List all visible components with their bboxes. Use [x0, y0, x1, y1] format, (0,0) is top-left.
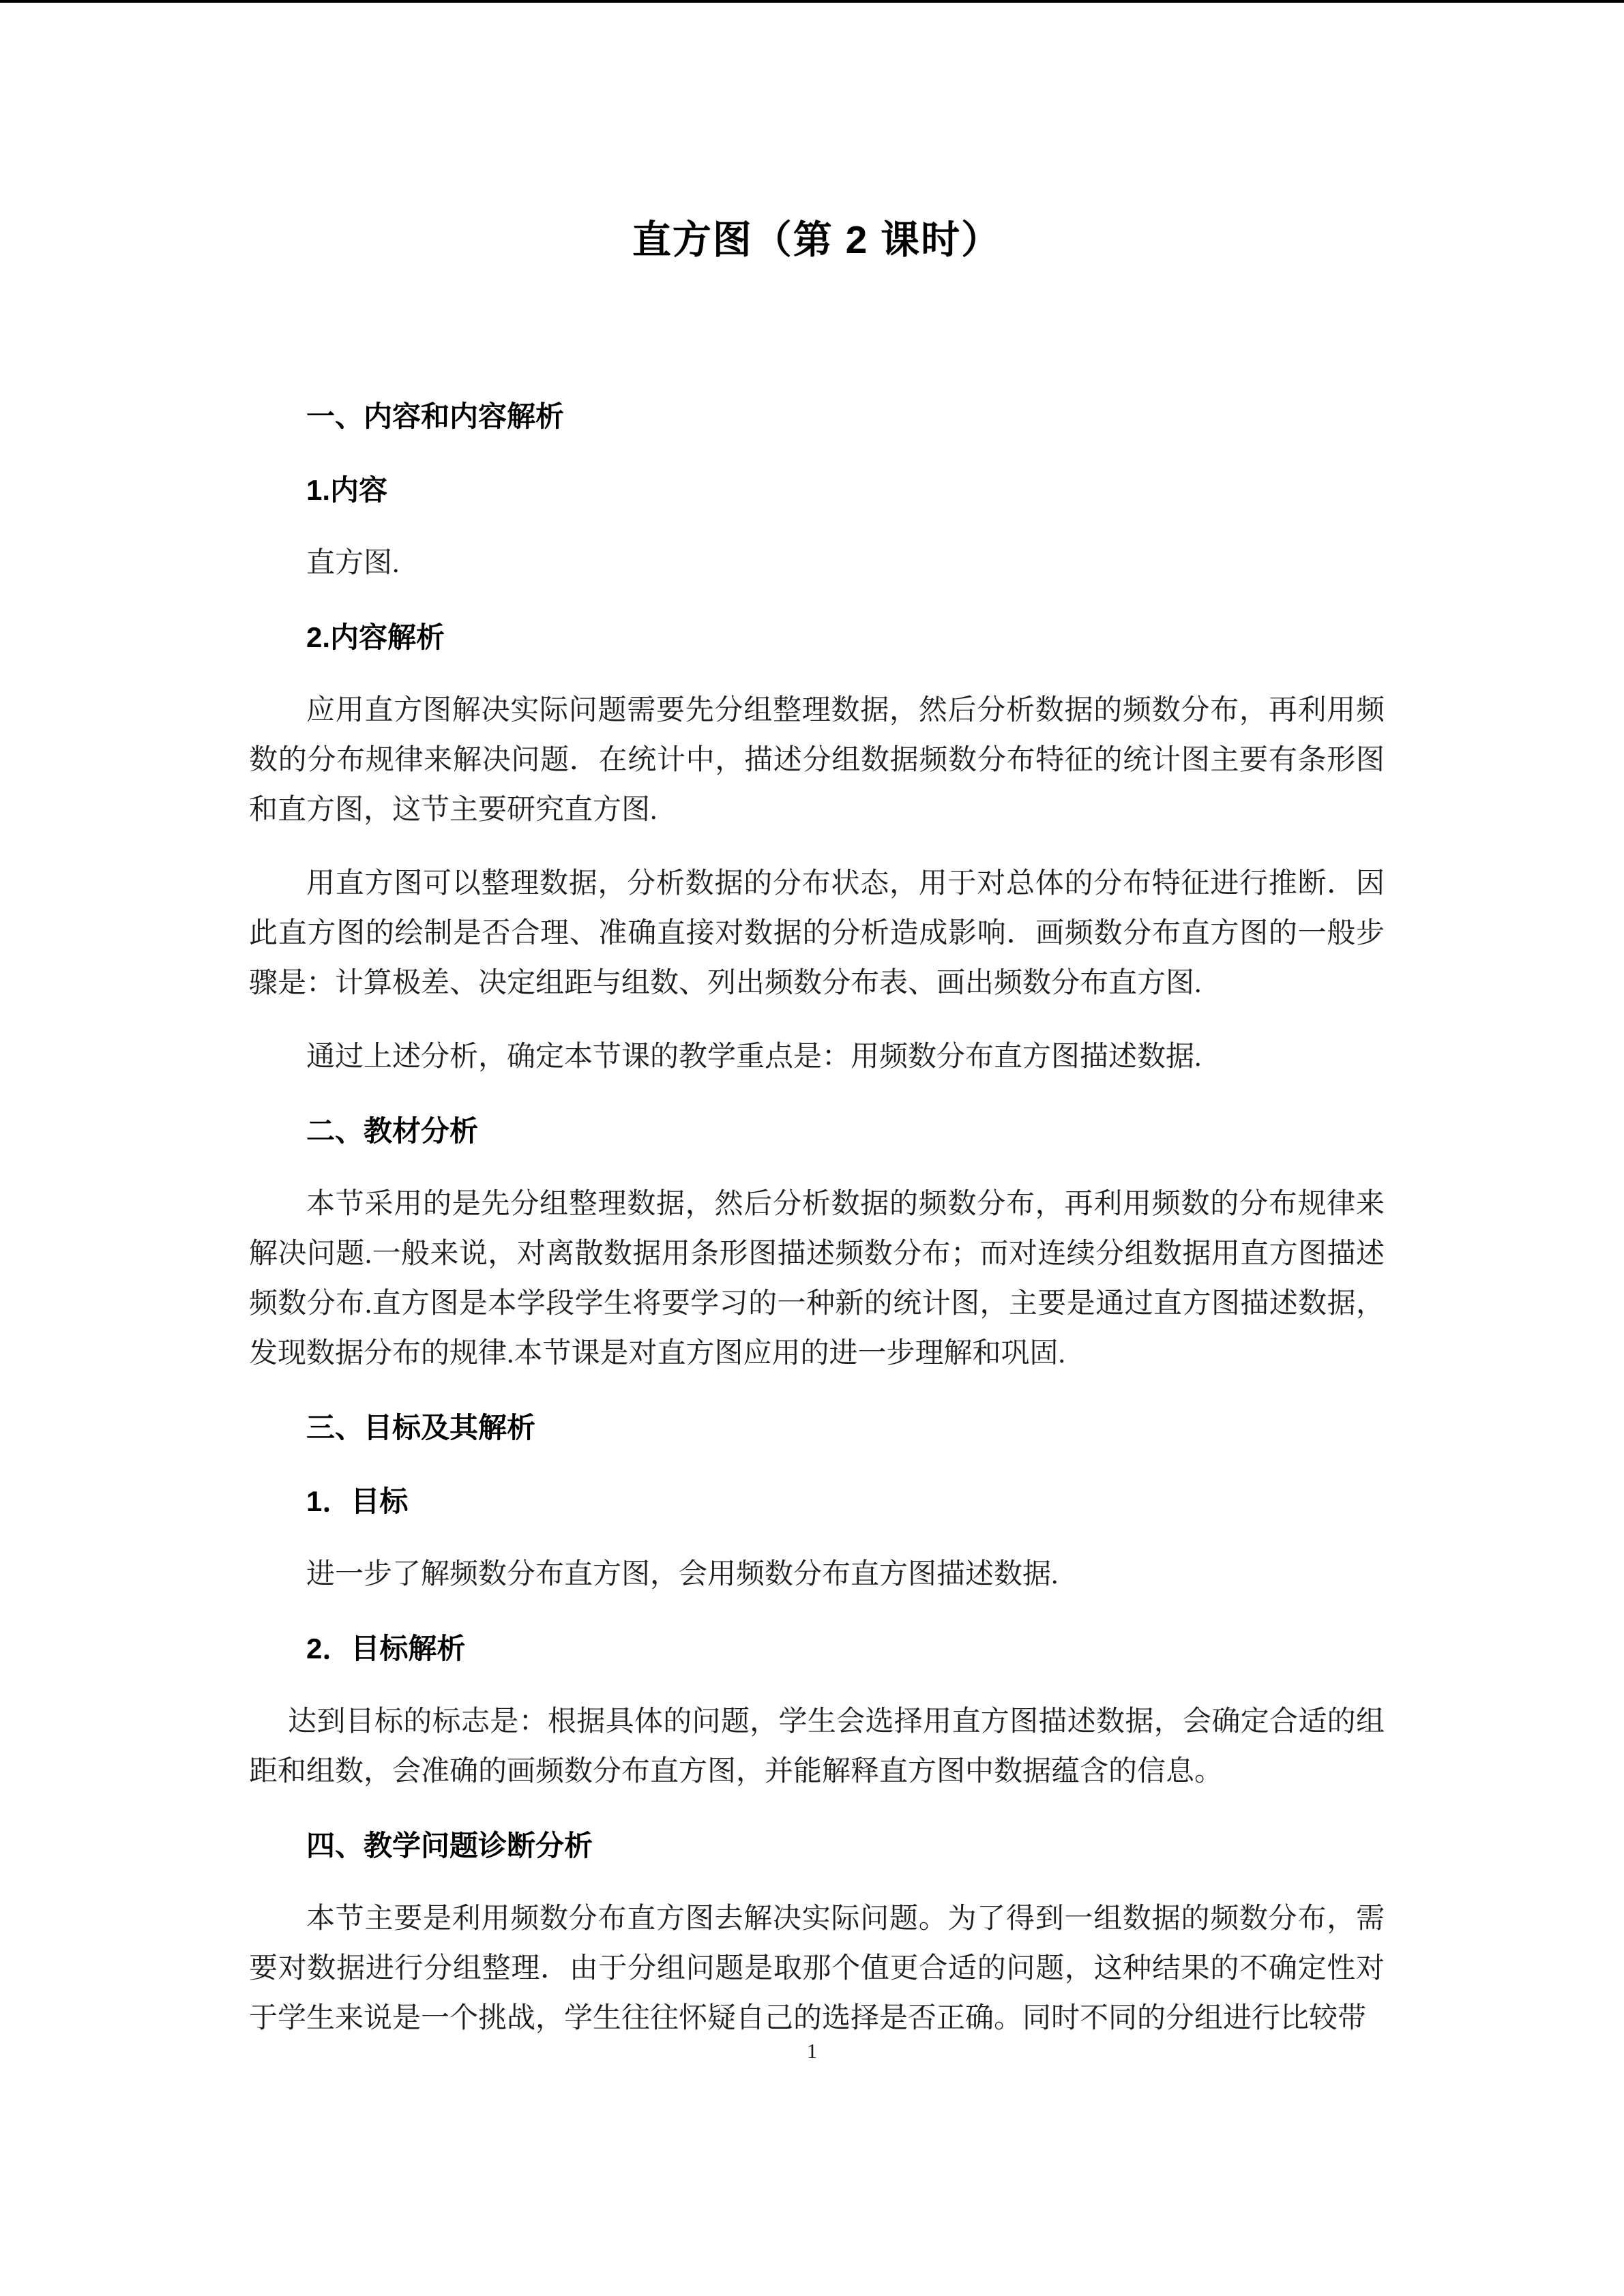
top-border [0, 0, 1624, 3]
body-paragraph: 进一步了解频数分布直方图，会用频数分布直方图描述数据. [306, 1559, 1059, 1590]
document-content [249, 211, 1385, 2068]
section-heading-2: 二、教材分析 [306, 1115, 479, 1147]
document-title: 直方图（第 2 课时） [632, 218, 1002, 262]
body-paragraph: 本节主要是利用频数分布直方图去解决实际问题。为了得到一组数据的频数分布，需要对数据进行分组整理．由于分组问题是取那个值更合适的问题，这种结果的不确定性对于学生来说是一个挑战，学生往往怀疑自己的选择是否正确。同时不同的分组进行比较带 [249, 1903, 1385, 2034]
sub-heading-3-1: 1．目标 [306, 1485, 409, 1517]
body-paragraph: 用直方图可以整理数据，分析数据的分布状态，用于对总体的分布特征进行推断．因此直方图的绘制是否合理、准确直接对数据的分析造成影响．画频数分布直方图的一般步骤是：计算极差、决定组距与组数、列出频数分布表、画出频数分布直方图. [249, 868, 1385, 999]
body-paragraph: 本节采用的是先分组整理数据，然后分析数据的频数分布，再利用频数的分布规律来解决问题.一般来说，对离散数据用条形图描述频数分布；而对连续分组数据用直方图描述频数分布.直方图是本学段学生将要学习的一种新的统计图，主要是通过直方图描述数据，发现数据分布的规律.本节课是对直方图应用的进一步理解和巩固. [249, 1189, 1385, 1369]
sub-heading-1-1: 1.内容 [306, 474, 388, 506]
body-paragraph: 直方图. [306, 548, 400, 579]
sub-heading-3-2: 2．目标解析 [306, 1632, 466, 1665]
section-heading-1: 一、内容和内容解析 [306, 400, 565, 432]
section-heading-3: 三、目标及其解析 [306, 1412, 536, 1444]
section-heading-4: 四、教学问题诊断分析 [306, 1830, 593, 1862]
page-number: 1 [806, 2039, 818, 2063]
body-paragraph: 通过上述分析，确定本节课的教学重点是：用频数分布直方图描述数据. [306, 1041, 1202, 1073]
body-paragraph: 达到目标的标志是：根据具体的问题，学生会选择用直方图描述数据，会确定合适的组距和组数，会准确的画频数分布直方图，并能解释直方图中数据蕴含的信息。 [249, 1706, 1385, 1787]
body-paragraph: 应用直方图解决实际问题需要先分组整理数据，然后分析数据的频数分布，再利用频数的分布规律来解决问题．在统计中，描述分组数据频数分布特征的统计图主要有条形图和直方图，这节主要研究直方图. [249, 695, 1385, 826]
sub-heading-1-2: 2.内容解析 [306, 621, 445, 653]
